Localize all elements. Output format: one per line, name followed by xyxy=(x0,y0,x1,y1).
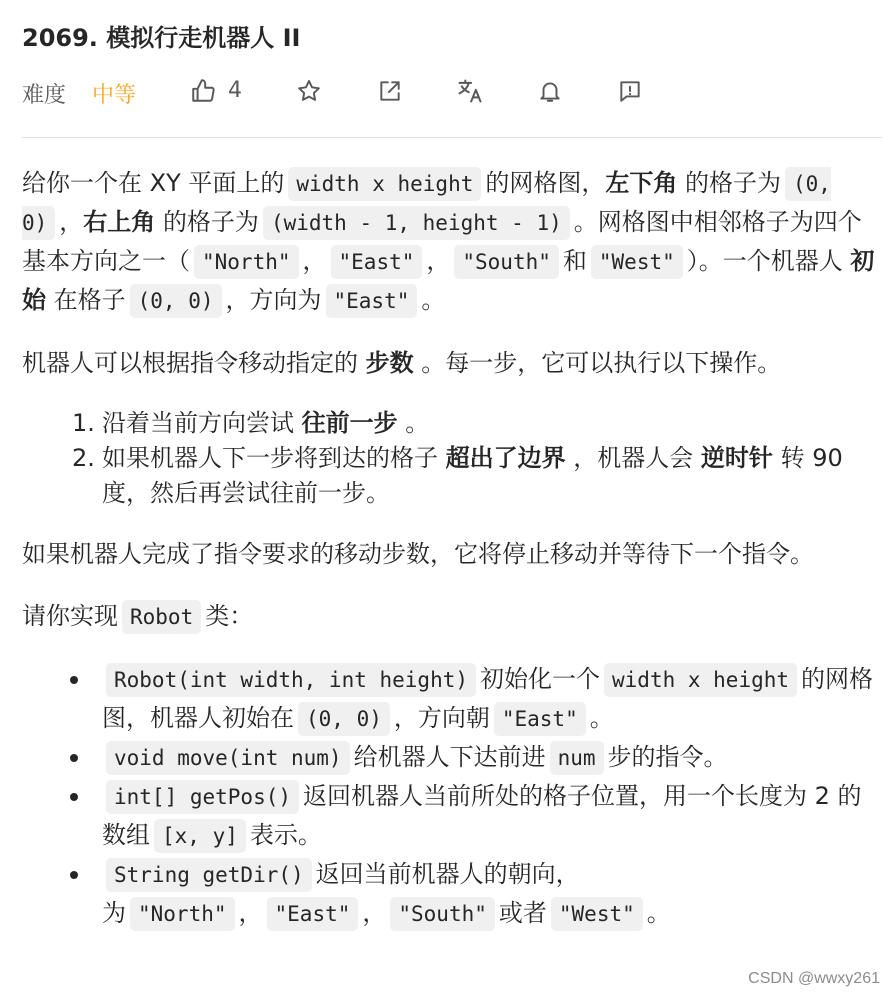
bell-icon[interactable] xyxy=(535,76,565,106)
text: 在格子 xyxy=(53,286,126,314)
inline-code: (0, 0) xyxy=(130,284,222,318)
list-item xyxy=(72,406,884,441)
inline-code: (width - 1, height - 1) xyxy=(263,206,570,240)
list-number: 2. xyxy=(72,444,95,472)
text: ，方向朝 xyxy=(393,704,490,732)
share-icon[interactable] xyxy=(375,76,405,106)
inline-code: "West" xyxy=(551,897,643,931)
description-paragraph xyxy=(22,344,884,382)
bold-text: 步数 xyxy=(365,349,414,377)
text: 返回当前机器人的朝向，为 xyxy=(102,860,580,927)
text: ， xyxy=(59,208,84,236)
inline-code: Robot xyxy=(122,600,201,634)
inline-code: String getDir() xyxy=(106,858,312,892)
text: 或者 xyxy=(498,899,547,927)
inline-code: void move(int num) xyxy=(106,741,350,775)
inline-code: "West" xyxy=(591,245,683,279)
text: ， xyxy=(362,899,387,927)
list-item xyxy=(102,738,884,777)
description-paragraph xyxy=(22,597,884,636)
inline-code: Robot(int width, int height) xyxy=(106,663,476,697)
problem-meta-bar xyxy=(22,72,882,112)
bold-text: 超出了边界 xyxy=(445,444,566,472)
description-paragraph xyxy=(22,164,884,320)
text: 的网格图， xyxy=(485,169,606,197)
bullet-icon xyxy=(70,754,78,762)
text: 。 xyxy=(421,286,446,314)
problem-title: 2069. 模拟行走机器人 II xyxy=(22,24,301,52)
text: 给机器人下达前进 xyxy=(353,743,546,771)
steps-list xyxy=(22,406,884,511)
text: 表示。 xyxy=(249,821,322,849)
inline-code: "North" xyxy=(130,897,235,931)
bold-text: 往前一步 xyxy=(301,409,398,437)
watermark: CSDN @wwxy261 xyxy=(748,970,880,987)
bullet-icon xyxy=(70,871,78,879)
text: 。每一步，它可以执行以下操作。 xyxy=(421,349,782,377)
bold-text: 初始 xyxy=(22,247,875,314)
inline-code: "East" xyxy=(331,245,423,279)
problem-description xyxy=(22,164,884,933)
text: ，方向为 xyxy=(225,286,322,314)
inline-code: num xyxy=(550,741,604,775)
thumbs-up-icon[interactable] xyxy=(188,76,218,106)
text: ，机器人会 xyxy=(573,444,694,472)
list-item xyxy=(102,777,884,855)
inline-code: [x, y] xyxy=(154,819,246,853)
inline-code: (0, 0) xyxy=(298,702,390,736)
list-number: 1. xyxy=(72,409,95,437)
difficulty-badge: 中等 xyxy=(92,83,137,108)
text: 和 xyxy=(562,247,587,275)
inline-code: "South" xyxy=(390,897,495,931)
text: 请你实现 xyxy=(22,602,118,630)
text: 的网格图，机器人初始在 xyxy=(102,665,874,732)
list-item xyxy=(72,441,884,511)
text: 机器人可以根据指令移动指定的 xyxy=(22,349,358,377)
text: 。 xyxy=(589,704,614,732)
bold-text: 左下角 xyxy=(605,169,678,197)
text: 初始化一个 xyxy=(480,665,601,693)
text: 。 xyxy=(646,899,671,927)
text: 类： xyxy=(205,602,254,630)
text: 给你一个在 XY 平面上的 xyxy=(22,169,285,197)
inline-code: int[] getPos() xyxy=(106,780,299,814)
text: 步的指令。 xyxy=(607,743,728,771)
text: 的格子为 xyxy=(162,208,259,236)
list-item xyxy=(102,855,884,933)
list-item xyxy=(102,660,884,738)
text: 返回机器人当前所处的格子位置，用一个长度为 2 的数组 xyxy=(102,782,862,849)
header-divider xyxy=(22,137,882,138)
inline-code: width x height xyxy=(604,663,797,697)
text: 如果机器人下一步将到达的格子 xyxy=(102,444,438,472)
inline-code: width x height xyxy=(288,167,481,201)
text: ， xyxy=(302,247,327,275)
text: ， xyxy=(238,899,263,927)
text: 。 xyxy=(405,409,430,437)
text: ）。一个机器人 xyxy=(686,247,843,275)
text: 沿着当前方向尝试 xyxy=(102,409,294,437)
bullet-icon xyxy=(70,793,78,801)
text: ， xyxy=(426,247,451,275)
description-paragraph: 如果机器人完成了指令要求的移动步数，它将停止移动并等待下一个指令。 xyxy=(22,540,814,568)
inline-code: "East" xyxy=(494,702,586,736)
text: 。网格图中相邻格子为四个基本方向之一（ xyxy=(22,208,862,275)
inline-code: "East" xyxy=(326,284,418,318)
like-count: 4 xyxy=(228,78,242,103)
inline-code: "North" xyxy=(194,245,299,279)
bold-text: 右上角 xyxy=(83,208,156,236)
bold-text: 逆时针 xyxy=(700,444,773,472)
star-icon[interactable] xyxy=(294,76,324,106)
inline-code: "East" xyxy=(267,897,359,931)
methods-list xyxy=(22,660,884,933)
inline-code: "South" xyxy=(454,245,559,279)
inline-code: (0, 0) xyxy=(22,167,831,240)
text: 的格子为 xyxy=(685,169,782,197)
feedback-icon[interactable] xyxy=(615,76,645,106)
translate-icon[interactable] xyxy=(455,76,485,106)
difficulty-label: 难度 xyxy=(22,83,67,108)
bullet-icon xyxy=(70,676,78,684)
text: 转 90 度，然后再尝试往前一步。 xyxy=(102,444,843,507)
